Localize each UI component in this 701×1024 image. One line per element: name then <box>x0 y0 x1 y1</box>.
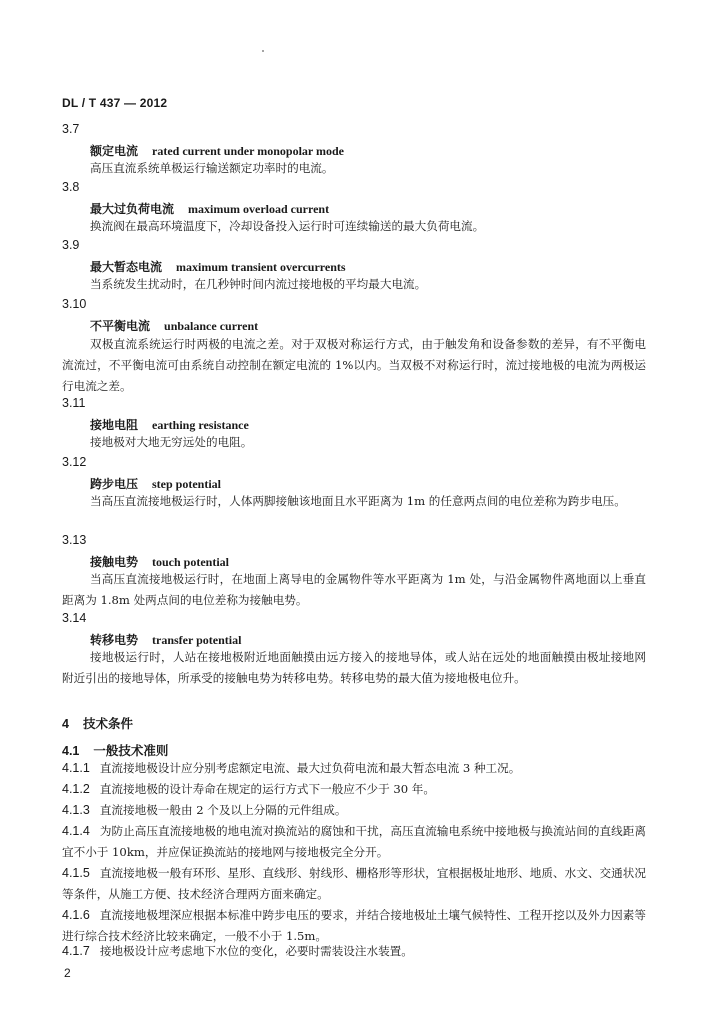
clause-number: 4.1.3 <box>62 803 90 817</box>
term-number: 3.14 <box>62 611 87 625</box>
page-number: 2 <box>64 966 71 980</box>
clause <box>62 779 646 800</box>
standard-header: DL / T 437 — 2012 <box>62 96 168 110</box>
term-definition: 换流阀在最高环境温度下，冷却设备投入运行时可连续输送的最大负荷电流。 <box>90 219 485 233</box>
clause-number: 4.1.1 <box>62 761 90 775</box>
term-title-en: maximum overload current <box>188 202 330 216</box>
term-title-en: step potential <box>152 477 222 491</box>
clause-text: 直流接地极一般有环形、星形、直线形、射线形、栅格形等形状，宜根据极址地形、地质、水文、交通状况等条件，从施工方便、技术经济合理两方面来确定。 <box>62 866 646 901</box>
term-title <box>90 258 346 275</box>
term-title-en: earthing resistance <box>152 418 249 432</box>
term-definition: 当高压直流接地极运行时，在地面上离导电的金属物件等水平距离为 1m 处，与沿金属物件离地面以上垂直距离为 1.8m 处两点间的电位差称为接触电势。 <box>62 572 646 607</box>
term-number: 3.10 <box>62 297 87 311</box>
term-title-cn: 额定电流 <box>90 144 139 158</box>
term-title <box>90 475 221 492</box>
term-title-en: maximum transient overcurrents <box>176 260 346 274</box>
term-title <box>90 416 249 433</box>
scan-speck <box>262 50 264 52</box>
term-title <box>90 317 258 334</box>
term-definition: 当高压直流接地极运行时，人体两脚接触该地面且水平距离为 1m 的任意两点间的电位差称为跨步电压。 <box>90 494 626 508</box>
term-title-cn: 不平衡电流 <box>90 319 151 333</box>
clause-number: 4.1.5 <box>62 866 90 880</box>
term-number: 3.7 <box>62 122 80 136</box>
term-title-en: unbalance current <box>164 319 259 333</box>
term-number: 3.9 <box>62 238 80 252</box>
term-number: 3.11 <box>62 396 86 410</box>
subsection-title: 一般技术准则 <box>93 743 169 758</box>
clause <box>62 800 646 821</box>
clause-text: 为防止高压直流接地极的地电流对换流站的腐蚀和干扰，高压直流输电系统中接地极与换流站间的直线距离宜不小于 10km，并应保证换流站的接地网与接地极完全分开。 <box>62 824 646 859</box>
term-title-cn: 接地电阻 <box>90 418 139 432</box>
clause-number: 4.1.6 <box>62 908 90 922</box>
term-definition: 当系统发生扰动时，在几秒钟时间内流过接地极的平均最大电流。 <box>90 277 427 291</box>
clause-text: 直流接地极一般由 2 个及以上分隔的元件组成。 <box>99 803 347 817</box>
term-title-cn: 跨步电压 <box>90 477 139 491</box>
term-title-cn: 接触电势 <box>90 555 139 569</box>
term-definition: 双极直流系统运行时两极的电流之差。对于双极对称运行方式，由于触发角和设备参数的差异，有不平衡电流流过，不平衡电流可由系统自动控制在额定电流的 1%以内。当双极不对称运行时，流过接地极的电流为两极运行电流之差。 <box>62 337 646 393</box>
clause-number: 4.1.7 <box>62 944 90 958</box>
clause <box>62 821 646 863</box>
term-title <box>90 553 229 570</box>
subsection-heading <box>62 741 168 759</box>
subsection-number: 4.1 <box>62 744 80 758</box>
term-number: 3.8 <box>62 180 80 194</box>
term-title-en: transfer potential <box>152 633 242 647</box>
section-heading <box>62 714 133 732</box>
clause-text: 直流接地极的设计寿命在规定的运行方式下一般应不少于 30 年。 <box>99 782 435 796</box>
term-title <box>90 200 329 217</box>
clause <box>62 941 646 962</box>
clause-text: 直流接地极埋深应根据本标准中跨步电压的要求，并结合接地极址土壤气候特性、工程开挖以及外力因素等进行综合技术经济比较来确定，一般不小于 1.5m。 <box>62 908 646 943</box>
term-number: 3.12 <box>62 455 87 469</box>
term-title <box>90 631 241 648</box>
term-definition: 接地极运行时，人站在接地极附近地面触摸由远方接入的接地导体，或人站在远处的地面触摸由极址接地网附近引出的接地导体，所承受的接触电势为转移电势。转移电势的最大值为接地极电位升。 <box>62 650 646 685</box>
term-title-cn: 最大过负荷电流 <box>90 202 175 216</box>
section-number: 4 <box>62 717 69 731</box>
clause-text: 接地极设计应考虑地下水位的变化，必要时需装设注水装置。 <box>99 944 413 958</box>
term-title-cn: 最大暂态电流 <box>90 260 163 274</box>
term-title-en: touch potential <box>152 555 230 569</box>
clause <box>62 758 646 779</box>
term-definition: 高压直流系统单极运行输送额定功率时的电流。 <box>90 161 334 175</box>
clause-number: 4.1.2 <box>62 782 90 796</box>
term-title-en: rated current under monopolar mode <box>152 144 345 158</box>
section-title: 技术条件 <box>82 716 133 731</box>
term-number: 3.13 <box>62 533 87 547</box>
clause-text: 直流接地极设计应分别考虑额定电流、最大过负荷电流和最大暂态电流 3 种工况。 <box>99 761 521 775</box>
clause-number: 4.1.4 <box>62 824 90 838</box>
term-title-cn: 转移电势 <box>90 633 139 647</box>
term-definition: 接地极对大地无穷远处的电阻。 <box>90 435 253 449</box>
term-title <box>90 142 344 159</box>
clause <box>62 863 646 905</box>
